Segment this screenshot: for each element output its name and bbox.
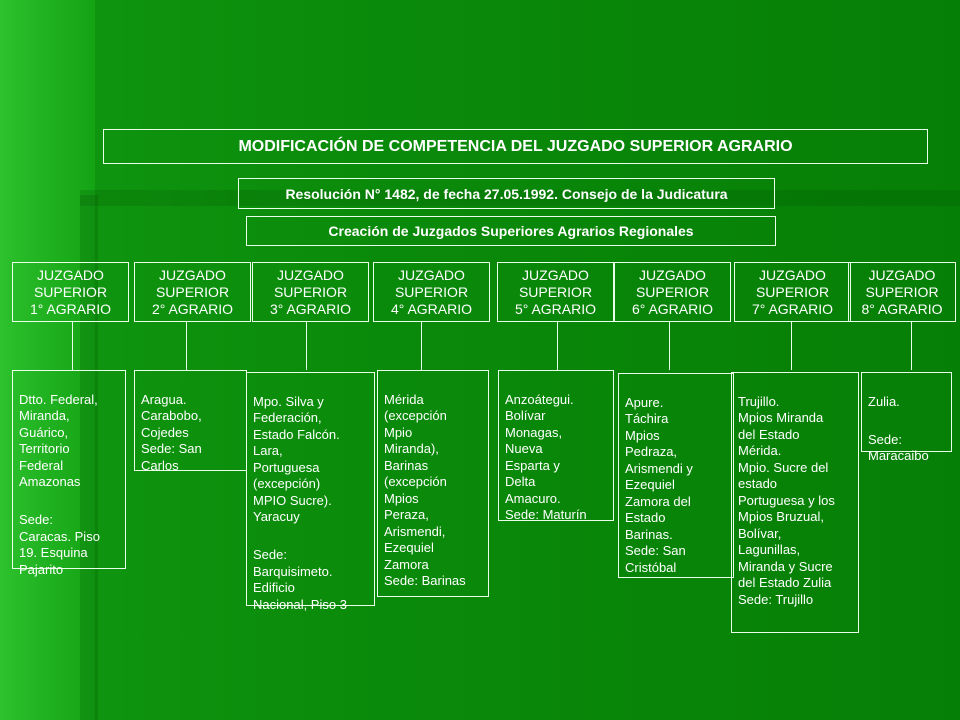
judge-box-line: JUZGADO	[522, 267, 589, 283]
judge-box-6	[614, 262, 731, 322]
connector-line-8	[911, 322, 912, 370]
jurisdiction-box-5	[498, 370, 614, 521]
jurisdiction-box-7	[731, 372, 859, 633]
seat-text: Sede: Maracaibo	[868, 431, 929, 463]
jurisdiction-text: Anzoátegui. Bolívar Monagas, Nueva Esparta y Delta Amacuro. Sede: Maturín	[505, 391, 587, 522]
judge-box-line: SUPERIOR	[865, 284, 939, 300]
jurisdiction-text: Zulia.	[868, 393, 900, 409]
connector-line-1	[72, 322, 73, 370]
creation-box: Creación de Juzgados Superiores Agrarios Regionales	[246, 216, 776, 246]
judge-box-line: JUZGADO	[37, 267, 104, 283]
jurisdiction-box-8	[861, 372, 952, 463]
connector-line-6	[669, 322, 670, 370]
judge-box-4	[373, 262, 490, 322]
connector-line-7	[791, 322, 792, 370]
jurisdiction-text: Trujillo. Mpios Miranda del Estado Mérida. Mpio. Sucre del estado Portuguesa y los Mpios Bruzual, Bolívar, Lagunillas, Miranda y Sucre del Estado Zulia Sede: Trujillo	[738, 393, 835, 607]
judge-box-line: SUPERIOR	[518, 284, 593, 300]
jurisdiction-text: Dtto. Federal, Miranda, Guárico, Territorio Federal Amazonas	[19, 391, 98, 489]
seat-text: Sede: Caracas. Piso 19. Esquina Pajarito	[19, 512, 100, 577]
connector-line-3	[306, 322, 307, 370]
judge-box-line: SUPERIOR	[394, 284, 469, 300]
judge-box-3	[252, 262, 369, 322]
judge-box-line: JUZGADO	[759, 267, 826, 283]
resolution-box: Resolución N° 1482, de fecha 27.05.1992. Consejo de la Judicatura	[238, 178, 775, 209]
jurisdiction-text: Apure. Táchira Mpios Pedraza, Arismendi y Ezequiel Zamora del Estado Barinas. Sede: San Cristóbal	[625, 394, 693, 575]
judge-box-line: 4° AGRARIO	[390, 301, 473, 317]
judge-box-line: SUPERIOR	[635, 284, 710, 300]
jurisdiction-box-3	[246, 372, 375, 612]
judge-box-line: 1° AGRARIO	[29, 301, 112, 317]
jurisdiction-text: Mérida (excepción Mpio Miranda), Barinas (excepción Mpios Peraza, Arismendi, Ezequiel Zamora Sede: Barinas	[384, 391, 466, 588]
judge-box-line: JUZGADO	[398, 267, 465, 283]
connector-line-2	[186, 322, 187, 370]
connector-line-5	[557, 322, 558, 370]
judge-box-line: JUZGADO	[639, 267, 706, 283]
judge-box-line: SUPERIOR	[33, 284, 108, 300]
jurisdiction-text: Mpo. Silva y Federación, Estado Falcón. Lara, Portuguesa (excepción) MPIO Sucre). Yaracuy	[253, 393, 340, 524]
judge-box-line: 7° AGRARIO	[751, 301, 834, 317]
jurisdiction-box-6	[618, 373, 734, 578]
judge-box-line: SUPERIOR	[755, 284, 830, 300]
judge-box-line: 3° AGRARIO	[269, 301, 352, 317]
judge-box-line: JUZGADO	[159, 267, 226, 283]
diagram-title: MODIFICACIÓN DE COMPETENCIA DEL JUZGADO SUPERIOR AGRARIO	[103, 129, 928, 164]
judge-box-2	[134, 262, 251, 322]
judge-box-line: 6° AGRARIO	[631, 301, 714, 317]
judge-box-1	[12, 262, 129, 322]
judge-box-7	[734, 262, 851, 322]
jurisdiction-box-1	[12, 370, 126, 577]
judge-box-line: SUPERIOR	[273, 284, 348, 300]
judge-box-line: SUPERIOR	[155, 284, 230, 300]
judge-box-line: JUZGADO	[277, 267, 344, 283]
judge-box-5	[497, 262, 614, 322]
jurisdiction-box-4	[377, 370, 489, 597]
seat-text: Sede: Barquisimeto. Edificio Nacional, Piso 3	[253, 547, 347, 612]
judge-box-line: JUZGADO	[868, 267, 936, 283]
judge-box-8	[848, 262, 956, 322]
judge-box-line: 5° AGRARIO	[514, 301, 597, 317]
jurisdiction-box-2	[134, 370, 247, 471]
jurisdiction-text: Aragua. Carabobo, Cojedes Sede: San Carlos	[141, 391, 202, 473]
connector-line-4	[421, 322, 422, 370]
judge-box-line: 2° AGRARIO	[151, 301, 234, 317]
judge-box-line: 8° AGRARIO	[861, 301, 943, 317]
